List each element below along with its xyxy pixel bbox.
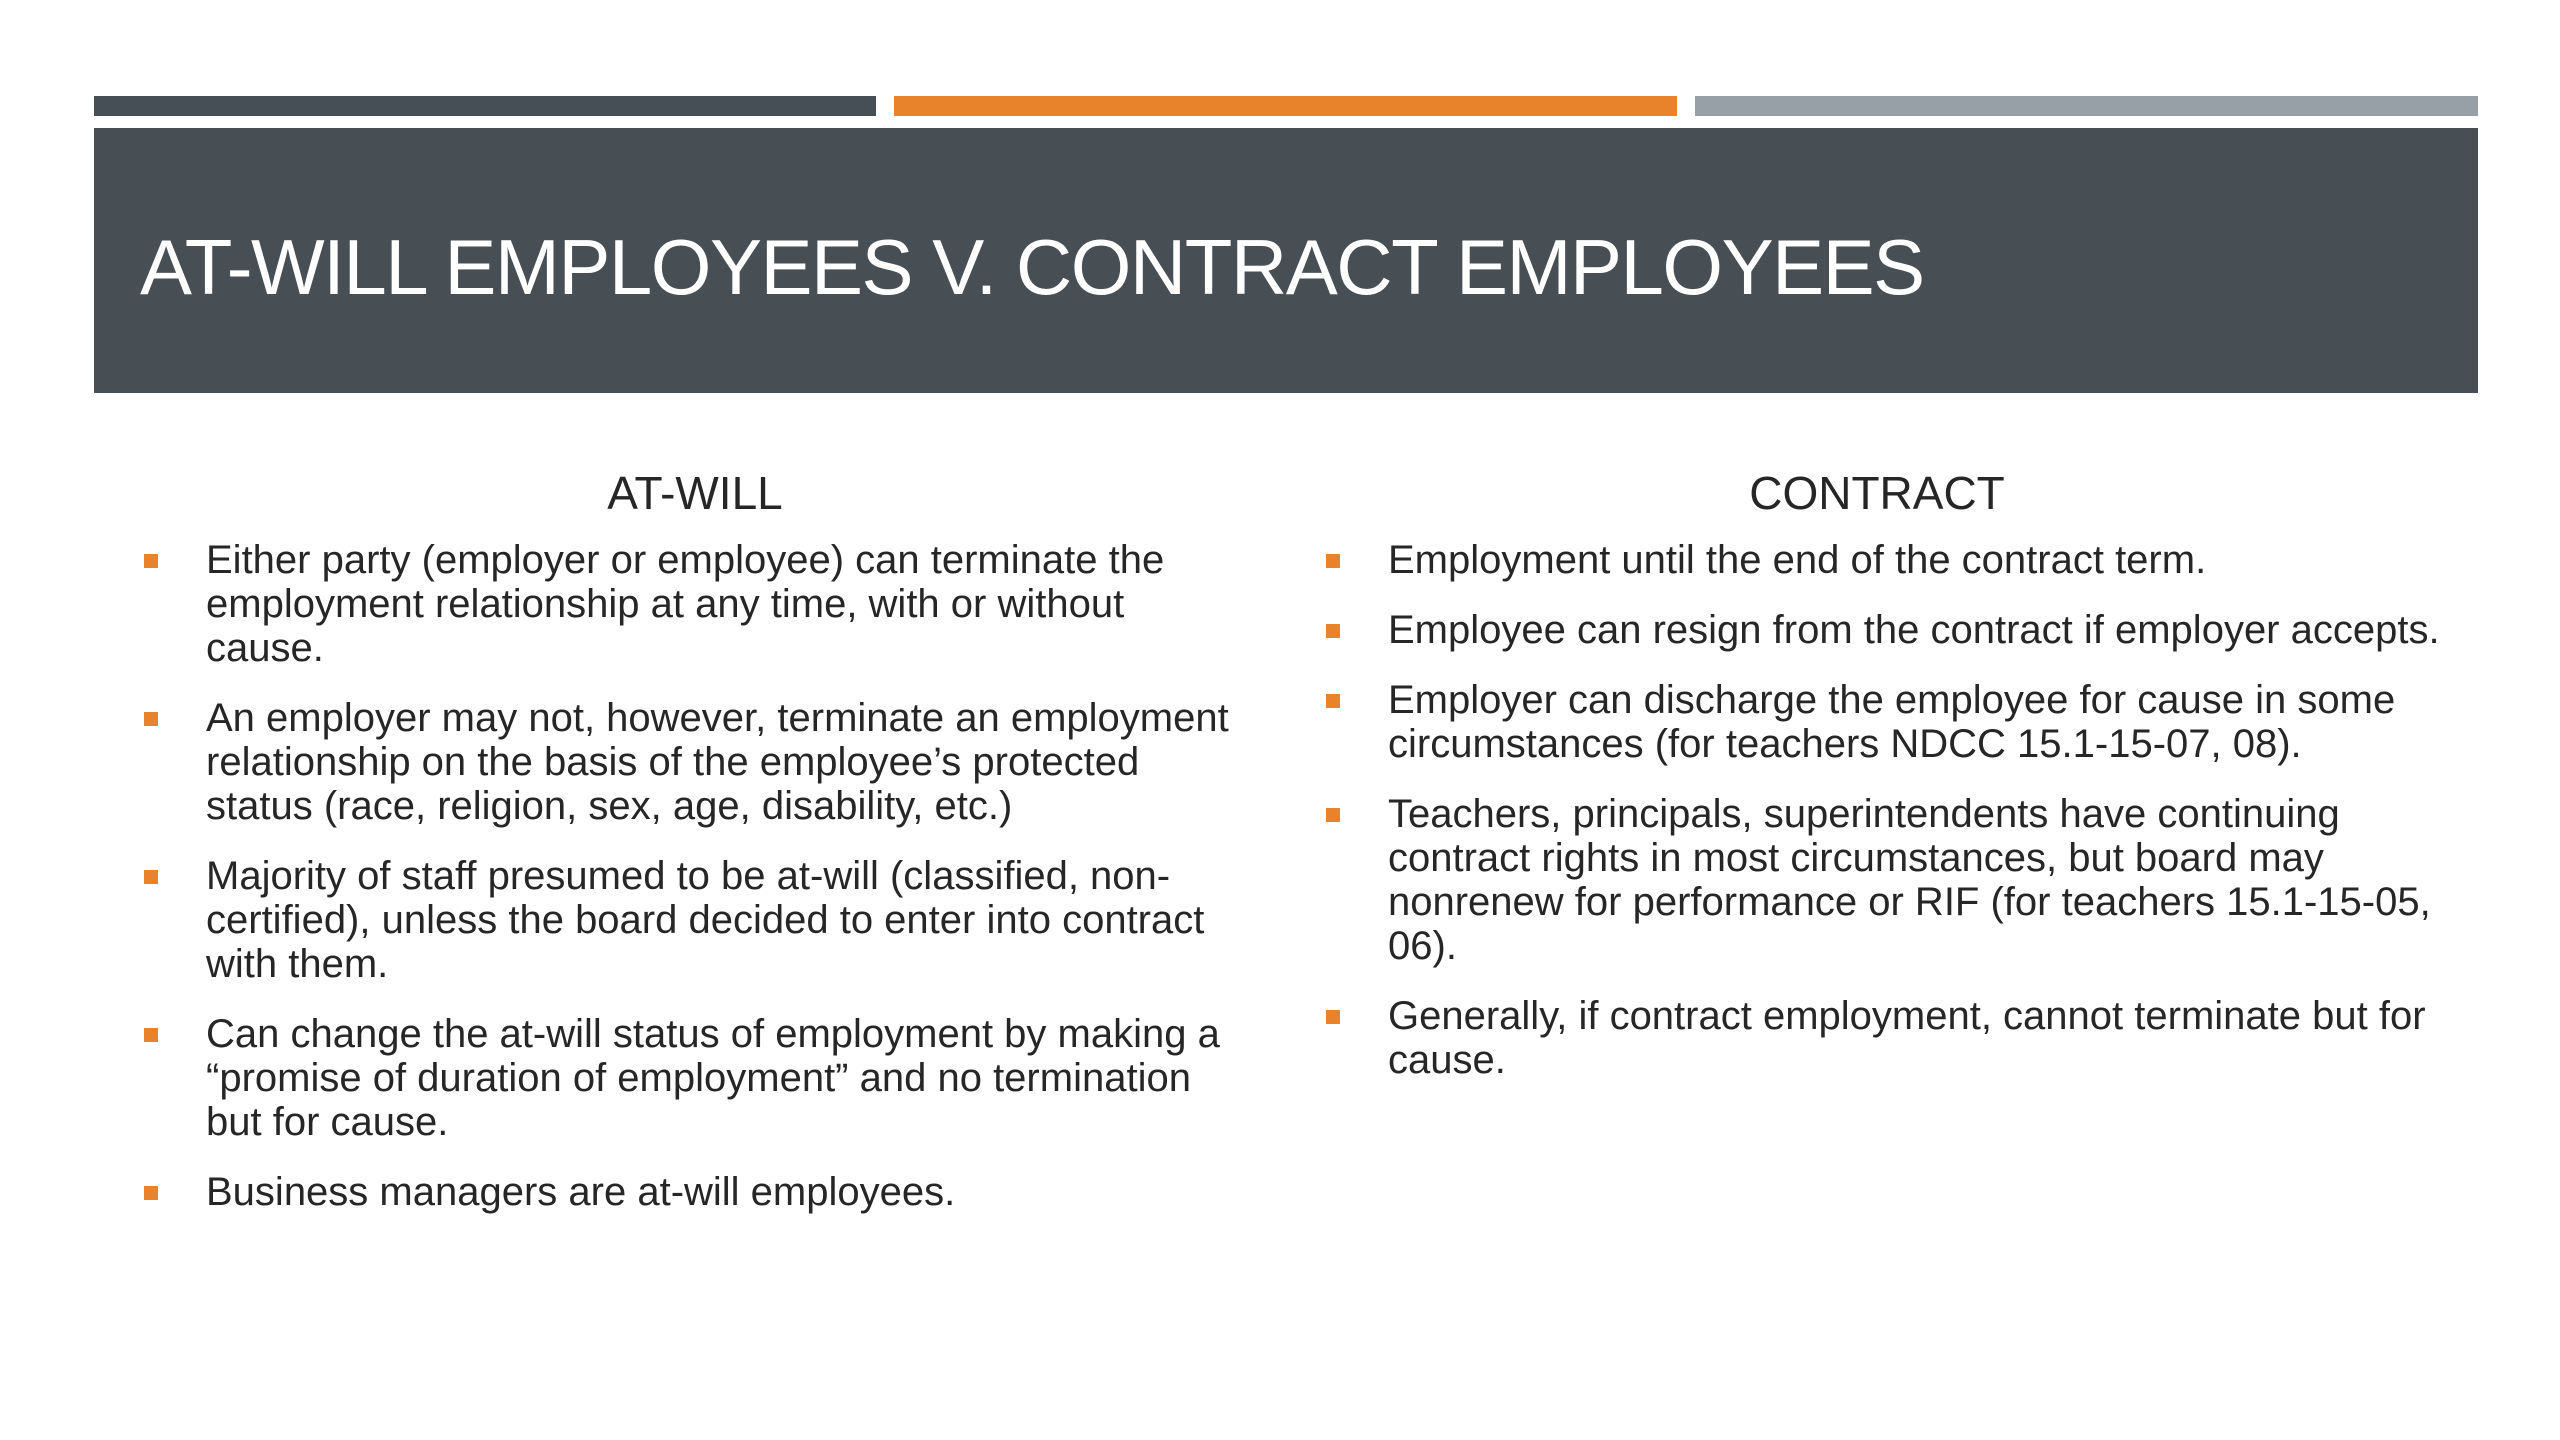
square-bullet-icon: [1326, 694, 1340, 708]
accent-bar-dark: [94, 96, 876, 116]
list-item: [1322, 538, 2442, 582]
bullet-text: Either party (employer or employee) can terminate the employment relationship at any time, with or without cause.: [206, 538, 1165, 670]
square-bullet-icon: [1326, 808, 1340, 822]
square-bullet-icon: [1326, 1010, 1340, 1024]
bullet-text: Business managers are at-will employees.: [206, 1170, 956, 1214]
list-item: [140, 1012, 1240, 1144]
square-bullet-icon: [144, 870, 158, 884]
at-will-heading: AT-WILL: [607, 467, 783, 519]
list-item: [140, 1170, 1240, 1214]
list-item: [140, 854, 1240, 986]
bullet-text: Employer can discharge the employee for cause in some circumstances (for teachers NDCC 15.1-15-07, 08).: [1388, 678, 2396, 766]
list-item: [140, 696, 1240, 828]
square-bullet-icon: [144, 712, 158, 726]
list-item: [1322, 608, 2442, 652]
bullet-text: Employment until the end of the contract term.: [1388, 538, 2207, 582]
square-bullet-icon: [144, 554, 158, 568]
square-bullet-icon: [144, 1186, 158, 1200]
title-band: [94, 128, 2478, 393]
bullet-text: Can change the at-will status of employment by making a “promise of duration of employment” and no termination but for cause.: [206, 1012, 1220, 1144]
bullet-text: Generally, if contract employment, cannot terminate but for cause.: [1388, 994, 2426, 1082]
square-bullet-icon: [1326, 554, 1340, 568]
square-bullet-icon: [1326, 624, 1340, 638]
bullet-text: An employer may not, however, terminate an employment relationship on the basis of the employee’s protected status (race, religion, sex, age, disability, etc.): [206, 696, 1229, 828]
contract-bullet-list: [1322, 538, 2442, 1082]
accent-bar-orange: [894, 96, 1677, 116]
bullet-text: Teachers, principals, superintendents have continuing contract rights in most circumstances, but board may nonrenew for performance or RIF (for teachers 15.1-15-05, 06).: [1388, 792, 2431, 968]
accent-bar-gray: [1695, 96, 2478, 116]
at-will-column: [140, 466, 1240, 1240]
contract-heading: CONTRACT: [1749, 467, 2005, 519]
list-item: [1322, 994, 2442, 1082]
bullet-text: Employee can resign from the contract if employer accepts.: [1388, 608, 2440, 652]
slide-title: AT-WILL EMPLOYEES V. CONTRACT EMPLOYEES: [140, 223, 1924, 311]
at-will-bullet-list: [140, 538, 1240, 1214]
list-item: [140, 538, 1240, 670]
bullet-text: Majority of staff presumed to be at-will (classified, non-certified), unless the board decided to enter into contract with them.: [206, 854, 1205, 986]
list-item: [1322, 792, 2442, 968]
square-bullet-icon: [144, 1028, 158, 1042]
list-item: [1322, 678, 2442, 766]
contract-column: [1322, 466, 2442, 1108]
